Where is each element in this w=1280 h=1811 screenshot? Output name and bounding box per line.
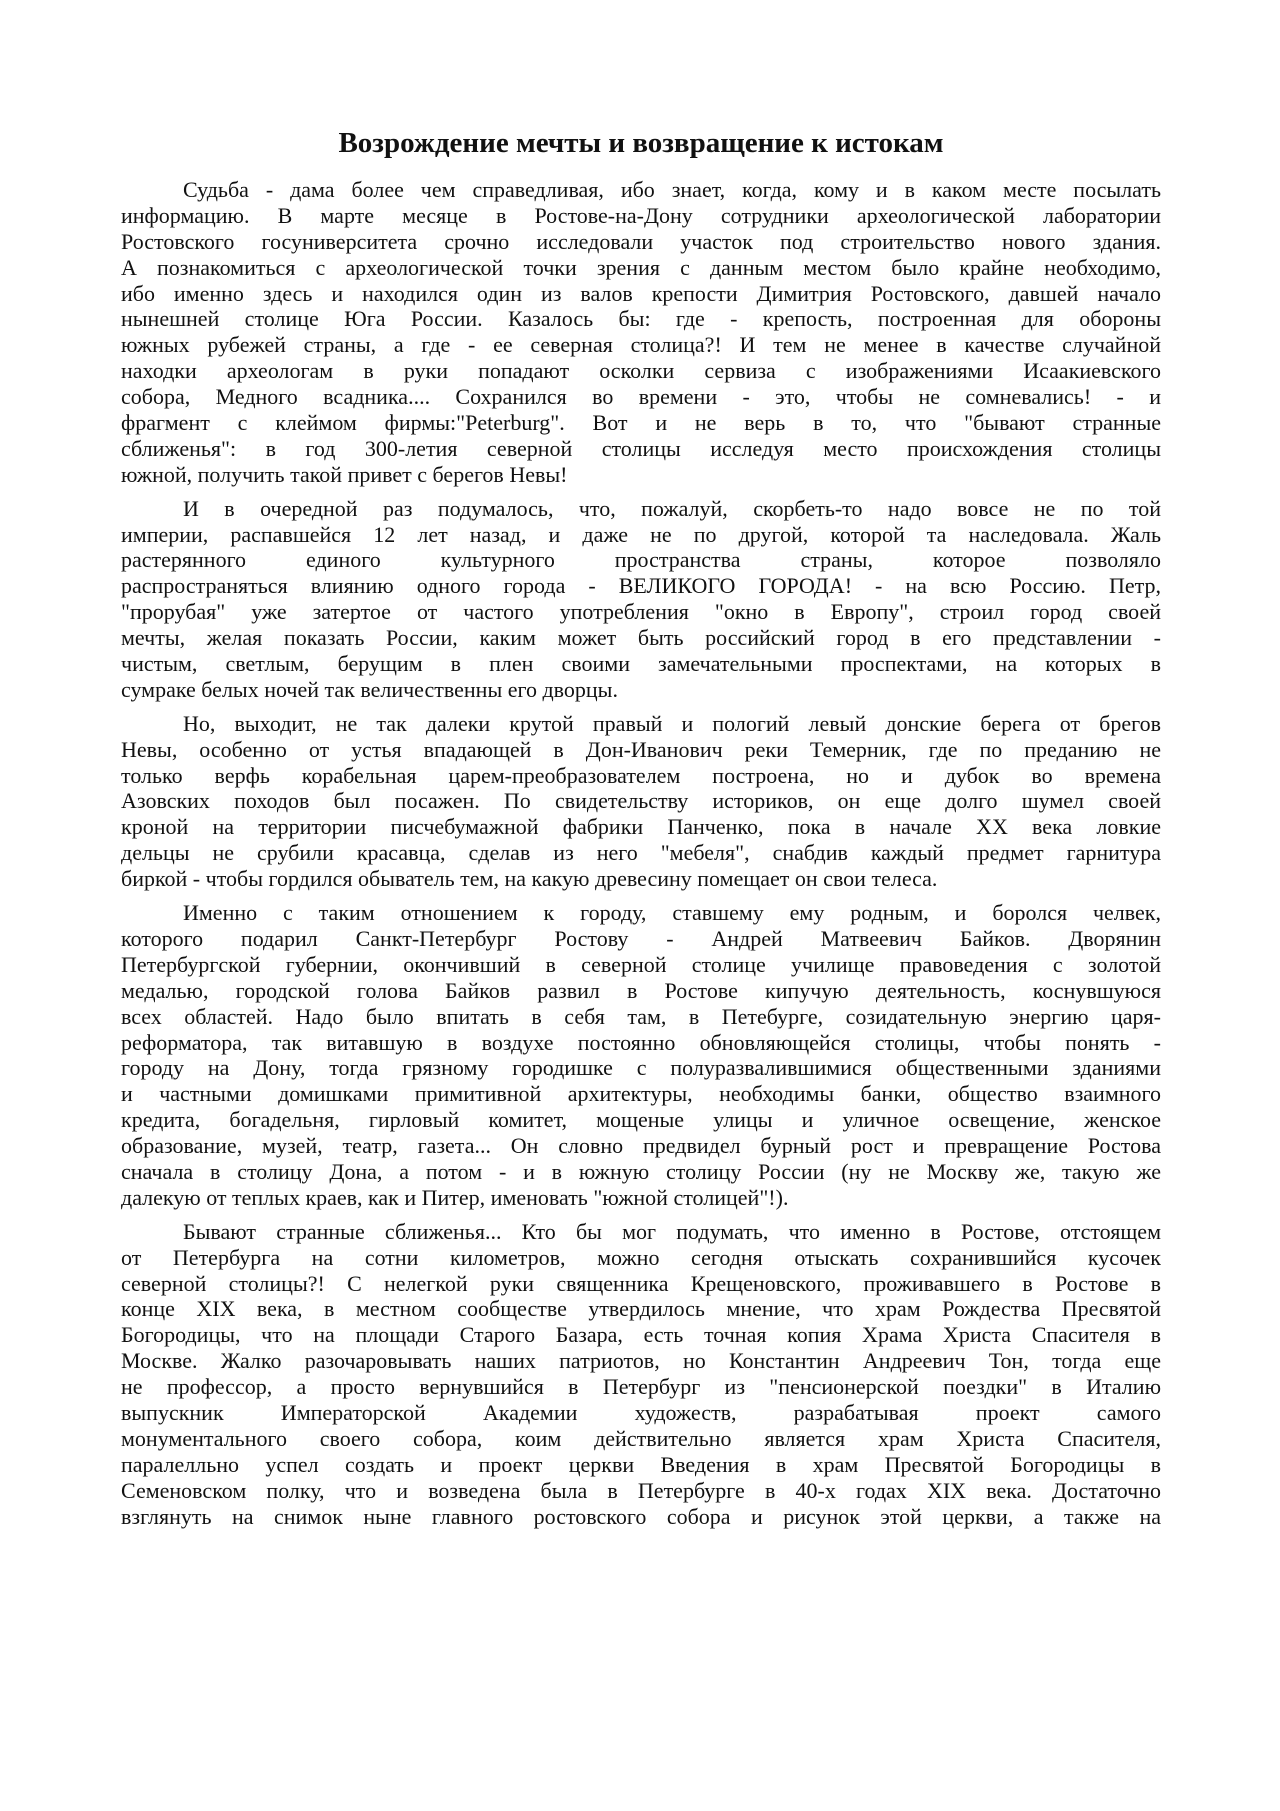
text-line: Ростовского госуниверситета срочно исследовали участок под строительство нового здания.	[121, 228, 1161, 254]
text-line: Семеновском полку, что и возведена была в Петербурге в 40-х годах XIX века. Достаточно	[121, 1477, 1161, 1503]
text-line: Петербургской губернии, окончивший в северной столице училище правоведения с золотой	[121, 951, 1161, 977]
text-line: паралелльно успел создать и проект церкви Введения в храм Пресвятой Богородицы в	[121, 1451, 1161, 1477]
text-line: кроной на территории писчебумажной фабрики Панченко, пока в начале XX века ловкие	[121, 814, 1161, 840]
text-line: медалью, городской голова Байков развил в Ростове кипучую деятельность, коснувшуюся	[121, 977, 1161, 1003]
text-line: собора, Медного всадника.... Сохранился во времени - это, чтобы не сомневались! - и	[121, 384, 1161, 410]
text-line: монументального своего собора, коим действительно является храм Христа Спасителя,	[121, 1425, 1161, 1451]
text-line: взглянуть на снимок ныне главного ростовского собора и рисунок этой церкви, а также на	[121, 1503, 1161, 1529]
text-line: образование, музей, театр, газета... Он словно предвидел бурный рост и превращение Ростова	[121, 1133, 1161, 1159]
text-line: от Петербурга на сотни километров, можно сегодня отыскать сохранившийся кусочек	[121, 1244, 1161, 1270]
text-line: империи, распавшейся 12 лет назад, и даже не по другой, которой та наследовала. Жаль	[121, 521, 1161, 547]
paragraph	[121, 177, 1161, 488]
text-line: и частными домишками примитивной архитектуры, необходимы банки, общество взаимного	[121, 1081, 1161, 1107]
paragraph	[121, 496, 1161, 703]
document-body	[121, 177, 1161, 1537]
text-line: южных рубежей страны, а где - ее северная столица?! И тем не менее в качестве случайной	[121, 332, 1161, 358]
text-line: южной, получить такой привет с берегов Невы!	[121, 461, 568, 487]
text-line: выпускник Императорской Академии художеств, разрабатывая проект самого	[121, 1399, 1161, 1425]
text-line: Судьба - дама более чем справедливая, ибо знает, когда, кому и в каком месте посылать	[183, 177, 1161, 202]
text-line: сумраке белых ночей так величественны его дворцы.	[121, 676, 618, 702]
paragraph	[121, 711, 1161, 892]
text-line: не профессор, а просто вернувшийся в Петербург из "пенсионерской поездки" в Италию	[121, 1374, 1161, 1400]
text-line: сближенья": в год 300-летия северной столицы исследуя место происхождения столицы	[121, 435, 1161, 461]
text-line: северной столицы?! С нелегкой руки священника Крещеновского, проживавшего в Ростове в	[121, 1270, 1161, 1296]
text-line: конце XIX века, в местном сообществе утвердилось мнение, что храм Рождества Пресвятой	[121, 1296, 1161, 1322]
text-line: реформатора, так витавшую в воздухе постоянно обновляющейся столицы, чтобы понять -	[121, 1029, 1161, 1055]
text-line: Невы, особенно от устья впадающей в Дон-Иванович реки Темерник, где по преданию не	[121, 736, 1161, 762]
text-line: сначала в столицу Дона, а потом - и в южную столицу России (ну не Москву же, такую же	[121, 1158, 1161, 1184]
text-line: Москве. Жалко разочаровывать наших патриотов, но Константин Андреевич Тон, тогда еще	[121, 1348, 1161, 1374]
text-line: только верфь корабельная царем-преобразователем построена, но и дубок во времена	[121, 762, 1161, 788]
text-line: Бывают странные сближенья... Кто бы мог подумать, что именно в Ростове, отстоящем	[183, 1218, 1161, 1244]
text-line: фрагмент с клеймом фирмы:"Peterburg". Вот и не верь в то, что "бывают странные	[121, 410, 1161, 436]
text-line: нынешней столице Юга России. Казалось бы: где - крепость, построенная для обороны	[121, 306, 1161, 332]
paragraph	[121, 1219, 1161, 1530]
text-line: чистым, светлым, берущим в плен своими замечательными проспектами, на которых в	[121, 651, 1161, 677]
text-line: А познакомиться с археологической точки зрения с данным местом было крайне необходимо,	[121, 254, 1161, 280]
text-line: И в очередной раз подумалось, что, пожалуй, скорбеть-то надо вовсе не по той	[183, 495, 1161, 521]
text-line: биркой - чтобы гордился обыватель тем, на какую древесину помещает он свои телеса.	[121, 866, 938, 892]
text-line: распространяться влиянию одного города - ВЕЛИКОГО ГОРОДА! - на всю Россию. Петр,	[121, 573, 1161, 599]
text-line: всех областей. Надо было впитать в себя там, в Петебурге, созидательную энергию царя-	[121, 1003, 1161, 1029]
text-line: информацию. В марте месяце в Ростове-на-Дону сотрудники археологической лаборатории	[121, 202, 1161, 228]
text-line: "прорубая" уже затертое от частого употребления "окно в Европу", строил город своей	[121, 599, 1161, 625]
text-line: Азовских походов был посажен. По свидетельству историков, он еще долго шумел своей	[121, 788, 1161, 814]
text-line: Именно с таким отношением к городу, ставшему ему родным, и боролся челвек,	[183, 900, 1161, 926]
document-title: Возрождение мечты и возвращение к истокам	[338, 127, 944, 159]
text-line: растерянного единого культурного пространства страны, которое позволяло	[121, 547, 1161, 573]
text-line: кредита, богадельня, гирловый комитет, мощеные улицы и уличное освещение, женское	[121, 1107, 1161, 1133]
text-line: Но, выходит, не так далеки крутой правый и пологий левый донские берега от брегов	[183, 710, 1161, 736]
text-line: дельцы не срубили красавца, сделав из него "мебеля", снабдив каждый предмет гарнитура	[121, 840, 1161, 866]
text-line: далекую от теплых краев, как и Питер, именовать "южной столицей"!).	[121, 1184, 789, 1210]
text-line: Богородицы, что на площади Старого Базара, есть точная копия Храма Христа Спасителя в	[121, 1322, 1161, 1348]
text-line: которого подарил Санкт-Петербург Ростову - Андрей Матвеевич Байков. Дворянин	[121, 925, 1161, 951]
text-line: ибо именно здесь и находился один из валов крепости Димитрия Ростовского, давшей начало	[121, 280, 1161, 306]
text-line: городу на Дону, тогда грязному городишке с полуразвалившимися общественными зданиями	[121, 1055, 1161, 1081]
text-line: находки археологам в руки попадают осколки сервиза с изображениями Исаакиевского	[121, 358, 1161, 384]
text-line: мечты, желая показать России, каким может быть российский город в его представлении -	[121, 625, 1161, 651]
paragraph	[121, 900, 1161, 1211]
